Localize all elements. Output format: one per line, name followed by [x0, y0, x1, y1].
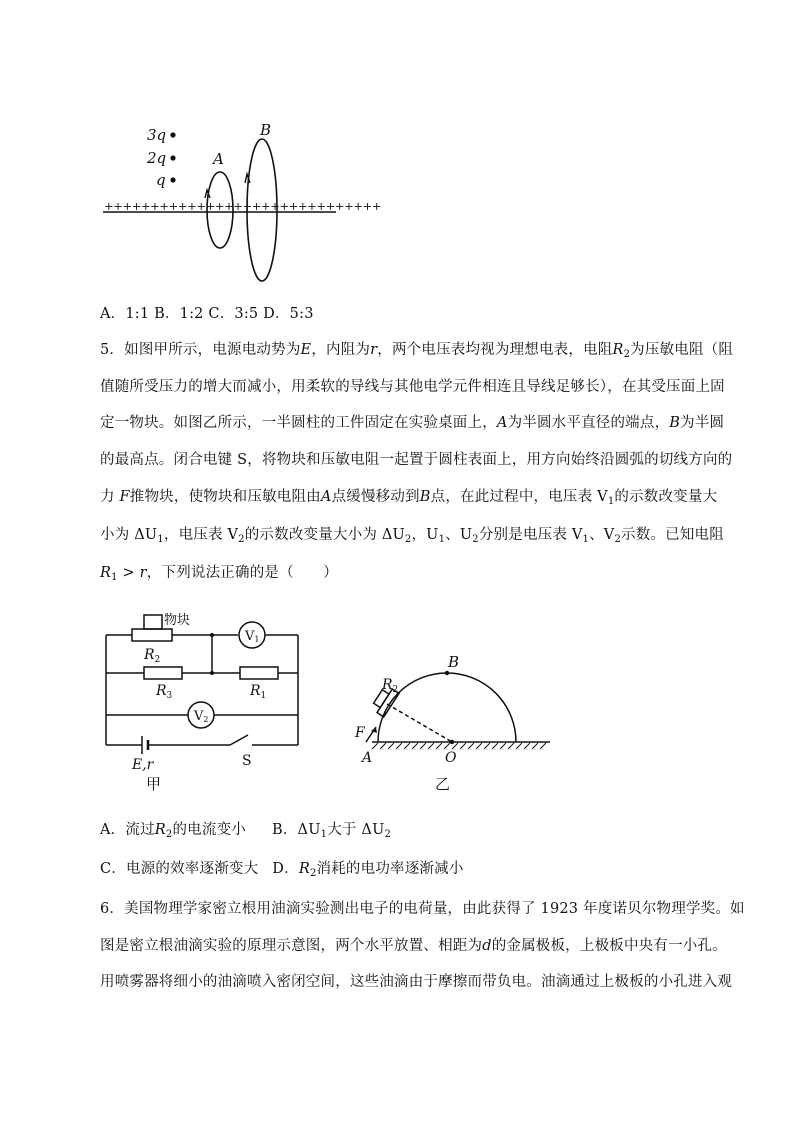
subscript: 2	[623, 349, 631, 360]
option-d	[272, 861, 463, 877]
force-symbol: F	[119, 489, 130, 505]
option-c: C．电源的效率逐渐变大	[100, 861, 259, 877]
q5-line-5	[100, 485, 717, 507]
subscript: 1	[607, 496, 615, 507]
charge-orbit-figure	[100, 118, 382, 288]
v1-label	[244, 629, 259, 644]
q5-line-6	[100, 523, 724, 545]
resistor-r1	[240, 667, 278, 679]
plate-charges: ++++++++++++++++++++++++++++++	[104, 199, 382, 213]
q5-text: 、U	[445, 527, 473, 543]
label-letter: V	[194, 709, 204, 724]
option-text: B．ΔU	[271, 822, 321, 838]
subscript: 2	[614, 534, 622, 545]
v2-label	[193, 709, 208, 724]
q6-line-3: 用喷雾器将细小的油滴喷入密闭空间，这些油滴由于摩擦而带负电。油滴通过上极板的小孔进入观	[100, 974, 733, 990]
label-subscript: 3	[166, 691, 173, 701]
point-symbol: A	[496, 415, 508, 431]
force-label: F	[355, 725, 365, 741]
label-subscript: 2	[154, 655, 161, 665]
q5-text: ，U	[411, 527, 439, 543]
resistance-symbol: r	[370, 342, 378, 358]
q5-text: 的示数改变量大小为 ΔU	[244, 527, 405, 543]
charge-q-label: q	[156, 171, 166, 189]
q4-options: A．1:1 B．1:2 C．3:5 D．5:3	[100, 306, 314, 322]
point-symbol: B	[669, 415, 681, 431]
switch-s	[230, 735, 248, 745]
source-label: E,r	[132, 757, 154, 773]
subscript: 2	[165, 829, 173, 840]
distance-symbol: d	[482, 938, 492, 954]
block-label: 物块	[164, 613, 191, 628]
subscript: 1	[320, 829, 328, 840]
r1-label	[249, 683, 266, 701]
resistance-symbol: r	[139, 565, 147, 581]
option-text: D．	[272, 861, 299, 877]
circuit-figure-jia	[100, 605, 310, 795]
label-letter: R	[156, 683, 167, 699]
q5-text: 5．如图甲所示，电源电动势为	[100, 342, 301, 358]
semicircle-arc	[378, 673, 516, 742]
q5-text: 为半圆水平直径的端点，	[507, 415, 670, 431]
q5-options-cd	[100, 857, 464, 879]
label-subscript: 1	[254, 635, 260, 644]
point-a-label: A	[362, 750, 373, 766]
point-a-label: A	[213, 150, 224, 168]
point-symbol: A	[320, 489, 332, 505]
subscript: 2	[472, 534, 479, 545]
charge-2q-label: 2q	[147, 149, 167, 167]
charge-2q-dot	[170, 155, 175, 160]
label-subscript: 1	[260, 691, 267, 701]
q6-text: 的金属极板，上极板中央有一小孔。	[491, 938, 727, 954]
option-text: A．流过	[100, 822, 155, 838]
q6-text: 图是密立根油滴实验的原理示意图，两个水平放置、相距为	[100, 938, 483, 954]
label-letter: R	[250, 683, 261, 699]
r2-label	[143, 647, 160, 665]
figure-caption-jia: 甲	[146, 775, 162, 793]
q5-text: >	[117, 565, 140, 581]
point-symbol: B	[419, 489, 431, 505]
subscript: 2	[309, 868, 317, 879]
label-letter: R	[144, 647, 155, 663]
point-b-dot	[445, 671, 449, 675]
option-text: 的电流变小	[172, 822, 246, 838]
r2-label	[381, 677, 398, 695]
label-letter: V	[245, 629, 255, 644]
resistor-r3	[144, 667, 182, 679]
q5-text: ，内阻为	[311, 342, 371, 358]
point-b-label: B	[448, 653, 460, 671]
q5-text: ，两个电压表均视为理想电表，电阻	[377, 342, 613, 358]
q5-text: 、V	[589, 527, 615, 543]
q6-line-1: 6．美国物理学家密立根用油滴实验测出电子的电荷量，由此获得了 1923 年度诺贝尔物理学奖。如	[100, 901, 745, 917]
charge-q-dot	[170, 177, 175, 182]
q5-text: 为压敏电阻（阻	[630, 342, 734, 358]
subscript: 1	[111, 572, 118, 583]
resistor-symbol: R	[154, 822, 166, 838]
option-a	[100, 822, 246, 838]
block-rect	[144, 615, 162, 629]
q5-options-ab	[100, 818, 391, 840]
switch-label: S	[242, 753, 252, 769]
resistor-symbol: R	[100, 565, 112, 581]
q5-text: 为半圆	[680, 415, 725, 431]
point-b-label: B	[260, 121, 272, 139]
q5-text: 的示数改变量大	[614, 489, 718, 505]
q5-line-1	[100, 338, 733, 360]
q5-line-7	[100, 561, 338, 583]
charge-3q-dot	[170, 132, 175, 137]
q5-text: 点，在此过程中，电压表 V	[430, 489, 608, 505]
emf-symbol: E	[300, 342, 312, 358]
radius-dashed	[387, 704, 452, 742]
q5-text: 力	[100, 489, 120, 505]
charge-3q-label: 3q	[147, 126, 167, 144]
q5-text: 小为 ΔU	[100, 527, 158, 543]
subscript: 1	[582, 534, 590, 545]
q5-text: 推物块，使物块和压敏电阻由	[129, 489, 321, 505]
resistor-r2	[132, 629, 172, 641]
option-text: 大于 ΔU	[327, 822, 385, 838]
resistor-symbol: R	[612, 342, 624, 358]
q5-text: 分别是电压表 V	[478, 527, 583, 543]
label-subscript: 2	[203, 715, 209, 724]
figure-caption-yi: 乙	[435, 775, 451, 793]
q5-line-2: 值随所受压力的增大而减小，用柔软的导线与其他电学元件相连且导线足够长），在其受压面上固	[100, 379, 725, 395]
subscript: 2	[238, 534, 245, 545]
r3-label	[155, 683, 173, 701]
option-b	[272, 822, 391, 838]
subscript: 1	[157, 534, 164, 545]
label-letter: R	[382, 677, 393, 693]
subscript: 2	[384, 829, 392, 840]
semicircle-figure-yi	[350, 645, 560, 795]
label-subscript: 2	[392, 685, 399, 695]
q5-line-4: 的最高点。闭合电键 S，将物块和压敏电阻一起置于圆柱表面上，用方向始终沿圆弧的切线方向的	[100, 452, 733, 468]
point-o-dot	[450, 740, 454, 744]
subscript: 2	[404, 534, 412, 545]
q5-text: 示数。已知电阻	[621, 527, 724, 543]
q5-text: ，电压表 V	[163, 527, 239, 543]
q5-text: 点缓慢移动到	[331, 489, 420, 505]
subscript: 1	[438, 534, 446, 545]
option-text: 消耗的电功率逐渐减小	[316, 861, 464, 877]
q6-line-2	[100, 934, 727, 955]
point-o-label: O	[445, 750, 457, 766]
q5-line-3	[100, 411, 724, 432]
resistor-symbol: R	[298, 861, 310, 877]
q5-text: ，下列说法正确的是（ ）	[146, 565, 338, 581]
q5-text: 定一物块。如图乙所示，一半圆柱的工件固定在实验桌面上，	[100, 415, 497, 431]
